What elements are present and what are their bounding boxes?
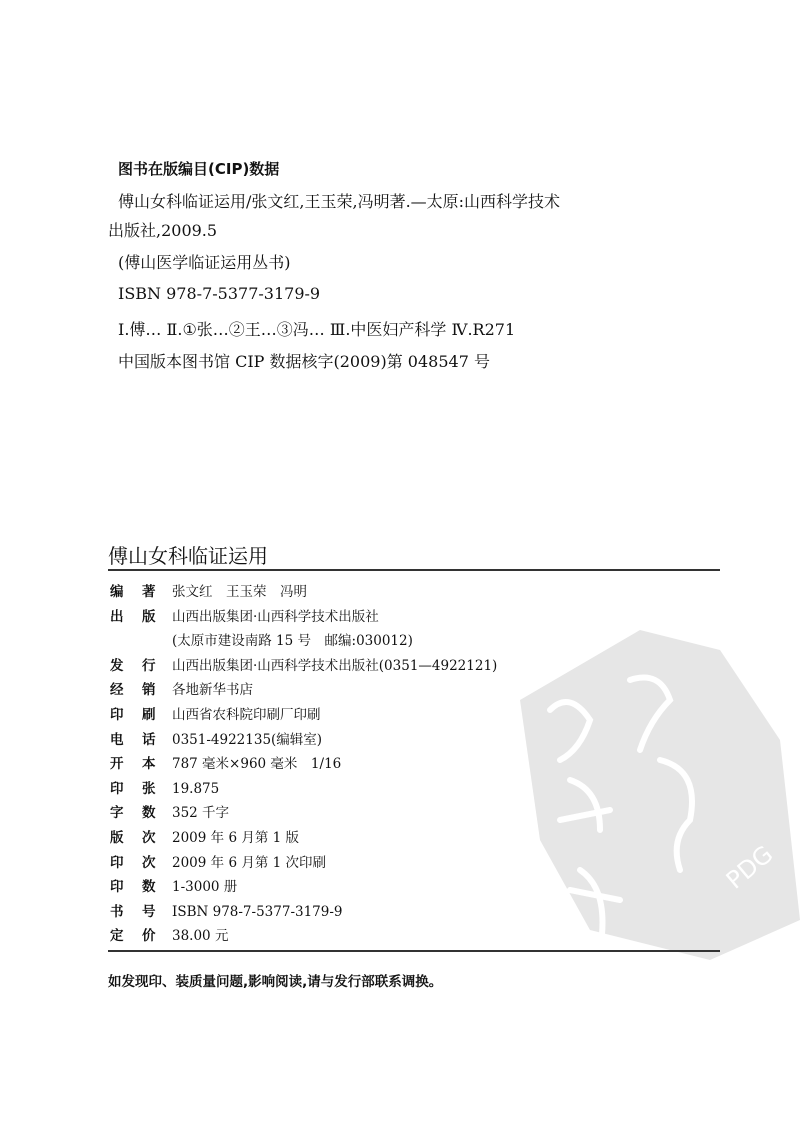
row-value: (太原市建设南路 15 号 邮编:030012) (172, 633, 413, 650)
row-value: 张文红 王玉荣 冯明 (172, 584, 307, 600)
row-label: 印 (110, 707, 124, 723)
row-label: 版 (142, 608, 156, 625)
footer-notice: 如发现印、装质量问题,影响阅读,请与发行部联系调换。 (108, 974, 443, 990)
row-value: 各地新华书店 (172, 682, 253, 699)
row-value: 352 千字 (172, 805, 230, 822)
row-label: 印 (110, 780, 124, 797)
row-value: 0351-4922135(编辑室) (172, 731, 323, 748)
row-label: 书 (110, 903, 124, 920)
row-label: 张 (142, 780, 156, 797)
row-value: 1-3000 册 (172, 879, 238, 896)
row-label: 印 (110, 879, 124, 896)
row-value: 19.875 (172, 780, 220, 797)
row-value: 2009 年 6 月第 1 次印刷 (172, 854, 326, 871)
row-value: 2009 年 6 月第 1 版 (172, 830, 299, 846)
row-label: 著 (142, 584, 156, 600)
row-label: 数 (142, 805, 156, 822)
cip-line: 出版社,2009.5 (108, 221, 218, 240)
row-label: 本 (142, 756, 156, 773)
watermark-seal (480, 590, 807, 970)
row-label: 字 (110, 805, 124, 822)
row-label: 印 (110, 854, 124, 871)
row-label: 数 (142, 879, 156, 896)
row-value: ISBN 978-7-5377-3179-9 (172, 903, 343, 920)
row-label: 次 (142, 830, 156, 846)
divider (108, 569, 720, 571)
row-value: 山西出版集团·山西科学技术出版社(0351—4922121) (172, 657, 498, 674)
row-value: 38.00 元 (172, 928, 229, 945)
row-value: 787 毫米×960 毫米 1/16 (172, 756, 342, 773)
row-label: 销 (142, 682, 156, 699)
cip-line: 中国版本图书馆 CIP 数据核字(2009)第 048547 号 (118, 352, 490, 371)
cip-line: 傅山女科临证运用/张文红,王玉荣,冯明著.—太原:山西科学技术 (118, 192, 561, 211)
watermark-text: PDG (720, 840, 779, 895)
row-label: 经 (110, 682, 124, 699)
divider (108, 950, 720, 952)
row-value: 山西省农科院印刷厂印刷 (172, 707, 321, 723)
row-label: 发 (110, 657, 124, 674)
book-title: 傅山女科临证运用 (108, 544, 268, 568)
row-label: 话 (142, 731, 156, 748)
row-label: 次 (142, 854, 156, 871)
row-label: 号 (142, 903, 156, 920)
row-label: 版 (110, 830, 124, 846)
row-label: 刷 (142, 707, 156, 723)
cip-line: (傅山医学临证运用丛书) (118, 253, 291, 272)
row-label: 开 (110, 756, 124, 773)
row-label: 编 (110, 584, 124, 600)
row-label: 电 (110, 731, 124, 748)
row-label: 行 (142, 657, 156, 674)
cip-heading: 图书在版编目(CIP)数据 (118, 160, 280, 178)
row-label: 出 (110, 608, 124, 625)
row-label: 价 (142, 928, 156, 945)
cip-line: ISBN 978-7-5377-3179-9 (118, 284, 321, 303)
row-label: 定 (110, 928, 124, 945)
cip-line: Ⅰ.傅… Ⅱ.①张…②王…③冯… Ⅲ.中医妇产科学 Ⅳ.R271 (118, 320, 516, 339)
row-value: 山西出版集团·山西科学技术出版社 (172, 608, 379, 625)
